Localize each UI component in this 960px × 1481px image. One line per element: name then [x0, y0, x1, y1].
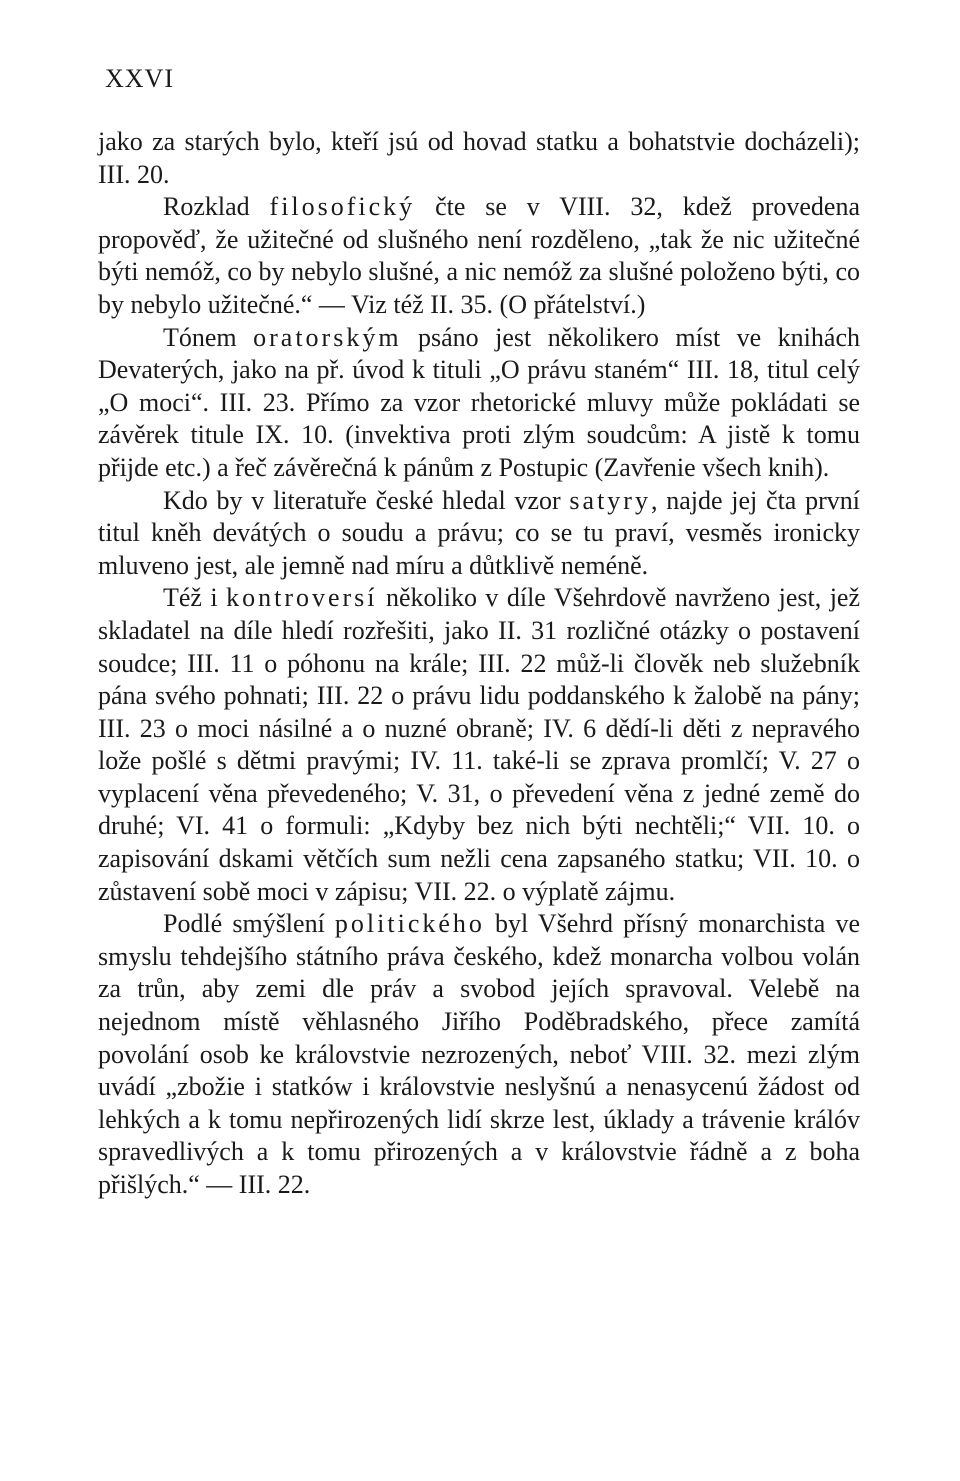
paragraph — [98, 322, 860, 485]
paragraph-text: psáno jest několikero míst ve knihách Devaterých, jako na př. úvod k tituli „O právu staném“ III. 18, titul celý „O moci“. III. 23. Přímo za vzor rhetorické mluvy může pokládati se závěrek titule IX. 10. (invektiva proti zlým soudcům: A jistě k tomu přijde etc.) a řeč závěrečná k pánům z Postupic (Zavřenie všech knih). — [98, 322, 860, 482]
paragraph-text: Podlé smýšlení — [163, 909, 335, 939]
paragraph-text: jako za starých bylo, kteří jsú od hovad statku a bohatstvie docházeli); III. 20. — [98, 127, 860, 189]
paragraph — [98, 126, 860, 191]
paragraph-text: Kdo by v literatuře české hledal vzor — [163, 485, 570, 515]
paragraph — [98, 908, 860, 1201]
page-number: XXVI — [105, 64, 174, 93]
spaced-emphasis-text: kontroversí — [226, 583, 378, 613]
paragraph-text: byl Všehrd přísný monarchista ve smyslu tehdejšího státního práva českého, kdež monarcha volbou volán za trůn, aby zemi dle práv a svobod jejích spravoval. Velebě na nejednom místě věhlasného Jiřího Poděbradského, přece zamítá povolání osob ke královstvie nezrozených, neboť VIII. 32. mezi zlým uvádí „zbožie i statków i královstvie neslyšnú a nenasycenú žádost od lehkých a k tomu nepřirozených lidí skrze lest, úklady a trávenie králóv spravedlivých a k tomu přirozených a v královstvie řádně a z boha přišlých.“ — III. 22. — [98, 909, 860, 1199]
paragraph-text: Tónem — [163, 322, 254, 352]
spaced-emphasis-text: oratorským — [253, 322, 402, 352]
paragraph — [98, 485, 860, 583]
paragraph-text: Rozklad — [163, 192, 270, 222]
paragraph-text: Též i — [163, 583, 227, 613]
paragraph — [98, 191, 860, 321]
spaced-emphasis-text: satyry — [569, 485, 651, 515]
paragraph — [98, 582, 860, 908]
paragraph-text: , najde jej čta první titul kněh devátých o soudu a právu; co se tu praví, vesměs ironicky mluveno jest, ale jemně nad míru a důtklivě neméně. — [98, 485, 860, 580]
paragraph-text: několiko v díle Všehrdově navrženo jest, jež skladatel na díle hledí rozřešiti, jako II. 31 rozličné otázky o postavení soudce; III. 11 o póhonu na krále; III. 22 můž-li člověk neb služebník pána svého pohnati; III. 22 o právu lidu poddanského k žalobě na pány; III. 23 o moci násilné a o nuzné obraně; IV. 6 dědí-li děti z nepravého lože pošlé s dětmi pravými; IV. 11. také-li se zprava promlčí; V. 27 o vyplacení věna převedeného; V. 31, o převedení věna z jedné země do druhé; VI. 41 o formuli: „Kdyby bez nich býti nechtěli;“ VII. 10. o zapisování dskami větčích sum nežli cena zapsaného statku; VII. 10. o zůstavení sobě moci v zápisu; VII. 22. o výplatě zájmu. — [98, 583, 861, 906]
spaced-emphasis-text: politického — [334, 909, 485, 939]
paragraph-text: čte se v VIII. 32, kdež provedena propověď, že užitečné od slušného není rozděleno, „tak že nic užitečné býti nemóž, co by nebylo slušné, a nic nemóž za slušné položeno býti, co by nebylo užitečné.“ — Viz též II. 35. (O přátelství.) — [98, 192, 860, 319]
spaced-emphasis-text: filosofický — [269, 192, 416, 222]
body-text — [98, 126, 860, 1202]
